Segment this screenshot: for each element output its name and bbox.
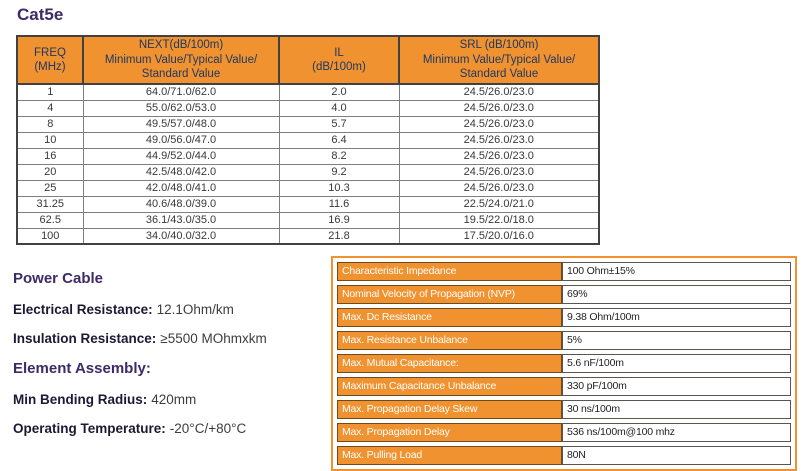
cell-srl: 24.5/26.0/23.0	[399, 100, 599, 116]
spec-row	[337, 400, 791, 419]
table-row	[17, 228, 599, 244]
power-cable-heading: Power Cable	[13, 270, 104, 287]
cell-srl: 24.5/26.0/23.0	[399, 116, 599, 132]
cell-freq: 4	[17, 100, 83, 116]
spec-row	[337, 262, 791, 281]
cell-next: 40.6/48.0/39.0	[83, 196, 279, 212]
page-title: Cat5e	[17, 5, 64, 24]
table-row	[17, 164, 599, 180]
spec-label: Max. Resistance Unbalance	[337, 331, 562, 350]
spec-value: 9.38 Ohm/100m	[562, 308, 791, 327]
spec-row	[337, 331, 791, 350]
cell-freq: 31.25	[17, 196, 83, 212]
min-bending-radius-value: 420mm	[151, 392, 197, 407]
cell-next: 49.5/57.0/48.0	[83, 116, 279, 132]
cell-freq: 62.5	[17, 212, 83, 228]
cell-next: 42.5/48.0/42.0	[83, 164, 279, 180]
cell-freq: 10	[17, 132, 83, 148]
header-line: Standard Value	[141, 68, 221, 81]
cell-srl: 24.5/26.0/23.0	[399, 148, 599, 164]
cell-next: 64.0/71.0/62.0	[83, 84, 279, 100]
cell-srl: 22.5/24.0/21.0	[399, 196, 599, 212]
spec-value: 30 ns/100m	[562, 400, 791, 419]
insulation-resistance-line	[13, 331, 343, 346]
cell-next: 49.0/56.0/47.0	[83, 132, 279, 148]
general-spec-table	[337, 258, 791, 469]
spec-label: Nominal Velocity of Propagation (NVP)	[337, 285, 562, 304]
cell-il: 9.2	[279, 164, 399, 180]
spec-row	[337, 446, 791, 465]
spec-value: 536 ns/100m@100 mhz	[562, 423, 791, 442]
performance-table-body	[17, 84, 599, 244]
spec-label: Max. Dc Resistance	[337, 308, 562, 327]
power-cable-section	[13, 270, 343, 450]
general-spec-table-body	[337, 262, 791, 465]
cell-freq: 100	[17, 228, 83, 244]
general-spec-table-frame	[331, 256, 797, 471]
spec-value: 330 pF/100m	[562, 377, 791, 396]
spec-row	[337, 423, 791, 442]
cell-il: 10.3	[279, 180, 399, 196]
header-row	[17, 36, 599, 84]
column-header-il	[279, 36, 399, 84]
table-row	[17, 148, 599, 164]
cell-il: 21.8	[279, 228, 399, 244]
header-line: Minimum Value/Typical Value/	[422, 53, 576, 66]
cell-srl: 24.5/26.0/23.0	[399, 132, 599, 148]
spec-value: 100 Ohm±15%	[562, 262, 791, 281]
cell-srl: 19.5/22.0/18.0	[399, 212, 599, 228]
cell-il: 11.6	[279, 196, 399, 212]
header-line: (dB/100m)	[312, 61, 366, 73]
electrical-resistance-value: 12.1Ohm/km	[156, 302, 234, 317]
header-line: IL	[334, 46, 344, 59]
spec-row	[337, 377, 791, 396]
spec-label: Max. Propagation Delay	[337, 423, 562, 442]
header-line: (MHz)	[34, 61, 66, 73]
table-row	[17, 180, 599, 196]
insulation-resistance-label: Insulation Resistance:	[13, 331, 157, 346]
table-row	[17, 132, 599, 148]
min-bending-radius-label: Min Bending Radius:	[13, 392, 148, 407]
spec-row	[337, 308, 791, 327]
cell-il: 4.0	[279, 100, 399, 116]
spec-label: Max. Mutual Capacitance:	[337, 354, 562, 373]
cell-freq: 8	[17, 116, 83, 132]
cell-next: 36.1/43.0/35.0	[83, 212, 279, 228]
element-assembly-heading: Element Assembly:	[13, 360, 151, 377]
header-line: FREQ	[34, 46, 66, 59]
cell-il: 2.0	[279, 84, 399, 100]
spec-value: 5%	[562, 331, 791, 350]
table-row	[17, 212, 599, 228]
cell-freq: 1	[17, 84, 83, 100]
spec-label: Max. Pulling Load	[337, 446, 562, 465]
column-header-freq	[17, 36, 83, 84]
cell-next: 42.0/48.0/41.0	[83, 180, 279, 196]
performance-table-header	[17, 36, 599, 84]
header-line: Minimum Value/Typical Value/	[104, 53, 258, 66]
cell-il: 6.4	[279, 132, 399, 148]
spec-value: 80N	[562, 446, 791, 465]
cell-next: 34.0/40.0/32.0	[83, 228, 279, 244]
cell-il: 8.2	[279, 148, 399, 164]
cell-srl: 24.5/26.0/23.0	[399, 164, 599, 180]
operating-temperature-value: -20°C/+80°C	[169, 421, 247, 436]
cell-srl: 24.5/26.0/23.0	[399, 180, 599, 196]
operating-temperature-label: Operating Temperature:	[13, 421, 166, 436]
cell-next: 55.0/62.0/53.0	[83, 100, 279, 116]
electrical-resistance-label: Electrical Resistance:	[13, 302, 153, 317]
cell-il: 5.7	[279, 116, 399, 132]
cell-freq: 20	[17, 164, 83, 180]
table-row	[17, 116, 599, 132]
cell-freq: 25	[17, 180, 83, 196]
table-row	[17, 100, 599, 116]
cell-srl: 17.5/20.0/16.0	[399, 228, 599, 244]
spec-row	[337, 354, 791, 373]
cell-srl: 24.5/26.0/23.0	[399, 84, 599, 100]
cat5e-performance-table	[16, 35, 600, 245]
spec-label: Max. Propagation Delay Skew	[337, 400, 562, 419]
header-line: NEXT(dB/100m)	[138, 39, 224, 52]
spec-row	[337, 285, 791, 304]
spec-label: Characteristic Impedance	[337, 262, 562, 281]
header-line: Standard Value	[459, 68, 539, 81]
column-header-srl	[399, 36, 599, 84]
cell-next: 44.9/52.0/44.0	[83, 148, 279, 164]
table-row	[17, 84, 599, 100]
min-bending-radius-line	[13, 392, 343, 407]
header-line: SRL (dB/100m)	[459, 39, 539, 52]
operating-temperature-line	[13, 421, 343, 436]
table-row	[17, 196, 599, 212]
spec-label: Maximum Capacitance Unbalance	[337, 377, 562, 396]
cell-il: 16.9	[279, 212, 399, 228]
spec-value: 5.6 nF/100m	[562, 354, 791, 373]
electrical-resistance-line	[13, 302, 343, 317]
cell-freq: 16	[17, 148, 83, 164]
column-header-next	[83, 36, 279, 84]
spec-value: 69%	[562, 285, 791, 304]
insulation-resistance-value: ≥5500 MOhmxkm	[160, 331, 267, 346]
